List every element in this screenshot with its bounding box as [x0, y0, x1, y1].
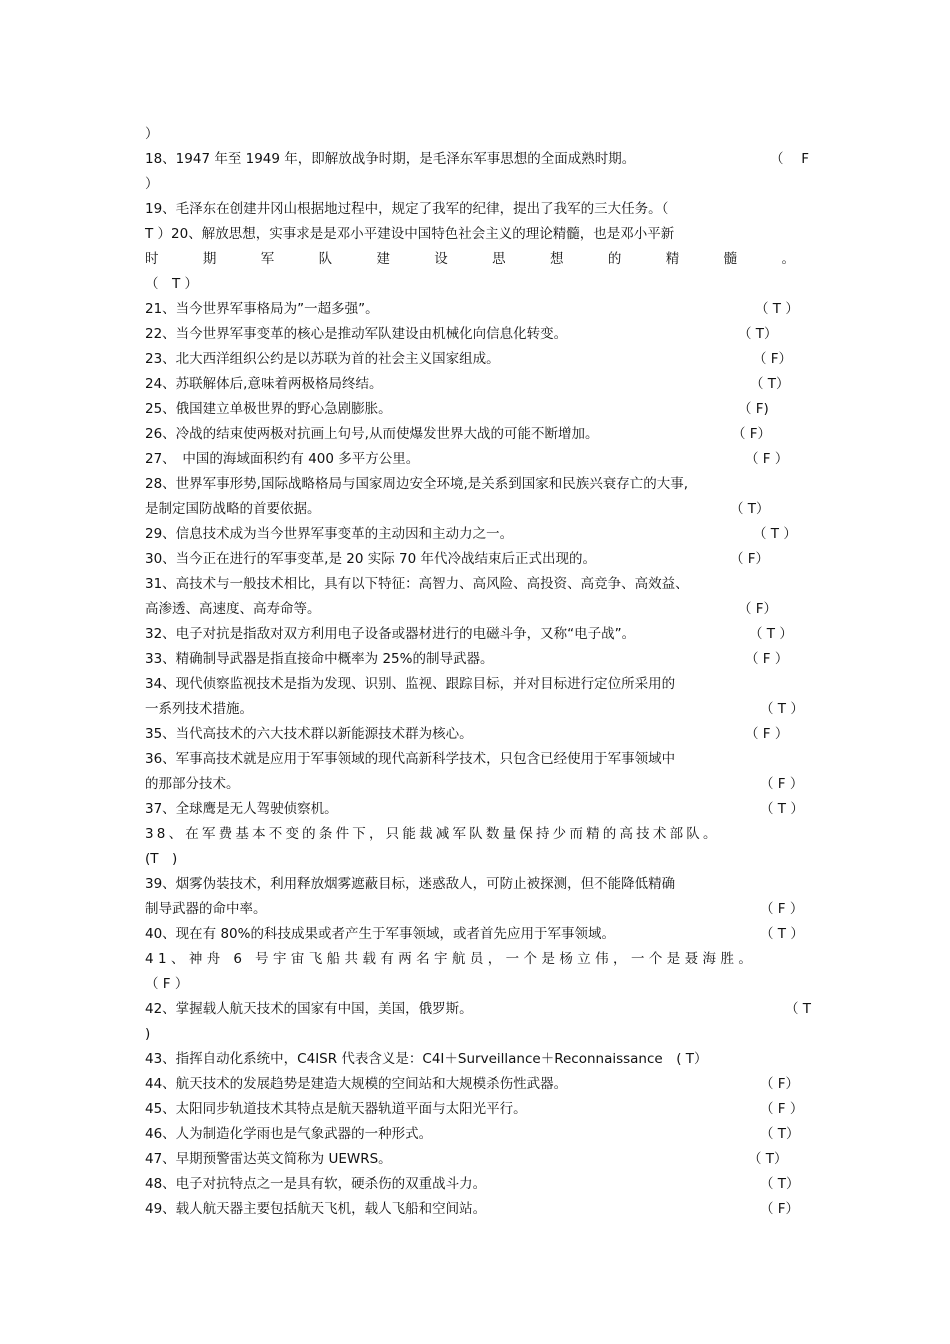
text-line	[145, 222, 810, 247]
spread-char: 队	[318, 251, 333, 267]
text-line	[145, 172, 810, 197]
text-line	[145, 572, 810, 597]
text-line	[145, 847, 810, 872]
answer-mark: （ F）	[760, 1201, 800, 1217]
text-line	[145, 472, 810, 497]
answer-mark: （ F）	[730, 551, 770, 567]
line-text: 27、 中国的海域面积约有 400 多平方公里。	[145, 451, 420, 467]
text-line	[145, 397, 810, 422]
line-text: 21、当今世界军事格局为”一超多强”。	[145, 301, 379, 317]
spread-char: 想	[550, 251, 564, 267]
line-text: 42、掌握载人航天技术的国家有中国，美国，俄罗斯。	[145, 1001, 473, 1017]
line-text: ）	[145, 176, 159, 192]
answer-mark: （ T）	[748, 1151, 788, 1167]
text-line	[145, 197, 810, 222]
text-line	[145, 347, 810, 372]
line-text: T ）20、解放思想，实事求是是邓小平建设中国特色社会主义的理论精髓，也是邓小平新	[145, 226, 675, 242]
text-line	[145, 1022, 810, 1047]
answer-mark: （ F）	[732, 426, 772, 442]
line-text: 41、神舟 6 号宇宙飞船共载有两名宇航员，一个是杨立伟，一个是聂海胜。	[145, 951, 757, 967]
text-line	[145, 272, 810, 297]
answer-mark: （ F）	[738, 601, 778, 617]
justified-line	[145, 247, 795, 272]
line-text: (T )	[145, 851, 178, 867]
question-list	[145, 122, 810, 1222]
answer-mark: （ T ）	[760, 926, 804, 942]
line-text: 38、在军费基本不变的条件下，只能裁减军队数量保持少而精的高技术部队。	[145, 826, 720, 842]
text-line	[145, 722, 810, 747]
line-text: 45、太阳同步轨道技术其特点是航天器轨道平面与太阳光平行。	[145, 1101, 527, 1117]
line-text: 28、世界军事形势,国际战略格局与国家周边安全环境,是关系到国家和民族兴衰存亡的大事,	[145, 476, 689, 492]
answer-mark: （ F）	[753, 351, 793, 367]
text-line	[145, 372, 810, 397]
answer-mark: （ T	[785, 1001, 812, 1017]
text-line	[145, 622, 810, 647]
line-text: 46、人为制造化学雨也是气象武器的一种形式。	[145, 1126, 433, 1142]
text-line	[145, 947, 810, 972]
line-text: 一系列技术措施。	[145, 701, 253, 717]
line-text: 40、现在有 80%的科技成果或者产生于军事领域，或者首先应用于军事领域。	[145, 926, 615, 942]
line-text: 18、1947 年至 1949 年，即解放战争时期，是毛泽东军事思想的全面成熟时期。	[145, 151, 636, 167]
line-text: 37、全球鹰是无人驾驶侦察机。	[145, 801, 338, 817]
line-text: 36、军事高技术就是应用于军事领域的现代高新科学技术，只包含已经使用于军事领域中	[145, 751, 676, 767]
line-text: )	[145, 1026, 151, 1042]
answer-mark: （ T）	[730, 501, 770, 517]
answer-mark: （ F ）	[745, 726, 789, 742]
spread-char: 髓	[723, 251, 738, 267]
line-text: 19、毛泽东在创建井冈山根据地过程中，规定了我军的纪律，提出了我军的三大任务。（	[145, 201, 669, 217]
answer-mark: （ T ）	[760, 701, 804, 717]
spread-char: 设	[434, 251, 448, 267]
text-line	[145, 547, 810, 572]
spread-char: 军	[260, 251, 275, 267]
line-text: （ T ）	[145, 276, 199, 292]
line-text: 35、当代高技术的六大技术群以新能源技术群为核心。	[145, 726, 473, 742]
answer-mark: （ T ）	[755, 301, 799, 317]
text-line	[145, 672, 810, 697]
line-text: 47、早期预警雷达英文简称为 UEWRS。	[145, 1151, 392, 1167]
text-line	[145, 747, 810, 772]
text-line	[145, 147, 810, 172]
spread-char: 思	[492, 251, 506, 267]
line-text: 制导武器的命中率。	[145, 901, 267, 917]
line-text: 32、电子对抗是指敌对双方利用电子设备或器材进行的电磁斗争，又称“电子战”。	[145, 626, 636, 642]
answer-mark: （ T）	[760, 1126, 800, 1142]
line-text: （ F ）	[145, 976, 189, 992]
text-line	[145, 972, 810, 997]
text-line	[145, 447, 810, 472]
line-text: 22、当今世界军事变革的核心是推动军队建设由机械化向信息化转变。	[145, 326, 568, 342]
line-text: 高渗透、高速度、高寿命等。	[145, 601, 321, 617]
answer-mark: （ T ）	[753, 526, 797, 542]
text-line	[145, 1072, 810, 1097]
answer-mark: （ T）	[760, 1176, 800, 1192]
line-text: 48、电子对抗特点之一是具有软，硬杀伤的双重战斗力。	[145, 1176, 487, 1192]
line-text: 23、北大西洋组织公约是以苏联为首的社会主义国家组成。	[145, 351, 500, 367]
text-line	[145, 797, 810, 822]
answer-mark: （ F ）	[745, 651, 789, 667]
text-line	[145, 872, 810, 897]
spread-char: 建	[376, 251, 390, 267]
text-line	[145, 772, 810, 797]
text-line	[145, 322, 810, 347]
line-text: 30、当今正在进行的军事变革,是 20 实际 70 年代冷战结束后正式出现的。	[145, 551, 596, 567]
text-line	[145, 647, 810, 672]
answer-mark: （ F)	[738, 401, 769, 417]
line-text: 是制定国防战略的首要依据。	[145, 501, 321, 517]
text-line	[145, 697, 810, 722]
text-line	[145, 122, 810, 147]
text-line	[145, 997, 810, 1022]
line-text: 31、高技术与一般技术相比，具有以下特征：高智力、高风险、高投资、高竞争、高效益、	[145, 576, 689, 592]
text-line	[145, 297, 810, 322]
line-text: 29、信息技术成为当今世界军事变革的主动因和主动力之一。	[145, 526, 514, 542]
answer-mark: （ T ）	[760, 801, 804, 817]
text-line	[145, 1097, 810, 1122]
line-text: 34、现代侦察监视技术是指为发现、识别、监视、跟踪目标，并对目标进行定位所采用的	[145, 676, 676, 692]
answer-mark: （ F ）	[745, 451, 789, 467]
text-line	[145, 1047, 810, 1072]
spread-char: 精	[665, 251, 680, 267]
answer-mark: （ F ）	[760, 1101, 804, 1117]
line-text: 44、航天技术的发展趋势是建造大规模的空间站和大规模杀伤性武器。	[145, 1076, 568, 1092]
line-text: 的那部分技术。	[145, 776, 240, 792]
answer-mark: （ F ）	[760, 901, 804, 917]
answer-mark: （ F	[770, 151, 810, 167]
text-line	[145, 922, 810, 947]
text-line	[145, 1172, 810, 1197]
line-text: 24、苏联解体后,意味着两极格局终结。	[145, 376, 383, 392]
answer-mark: （ T ）	[749, 626, 793, 642]
line-text: 25、俄国建立单极世界的野心急剧膨胀。	[145, 401, 392, 417]
text-line	[145, 1147, 810, 1172]
answer-mark: （ T）	[750, 376, 790, 392]
line-text: 26、冷战的结束使两极对抗画上句号,从而使爆发世界大战的可能不断增加。	[145, 426, 599, 442]
spread-char: 。	[781, 251, 795, 267]
text-line	[145, 897, 810, 922]
line-text: 33、精确制导武器是指直接命中概率为 25%的制导武器。	[145, 651, 494, 667]
answer-mark: （ F）	[760, 1076, 800, 1092]
answer-mark: （ F ）	[760, 776, 804, 792]
text-line	[145, 1197, 810, 1222]
text-line	[145, 822, 810, 847]
text-line	[145, 422, 810, 447]
answer-mark: （ T）	[738, 326, 778, 342]
line-text: 39、烟雾伪装技术，利用释放烟雾遮蔽目标，迷惑敌人，可防止被探测，但不能降低精确	[145, 876, 676, 892]
text-line	[145, 597, 810, 622]
line-text: 49、载人航天器主要包括航天飞机，载人飞船和空间站。	[145, 1201, 487, 1217]
line-text: 43、指挥自动化系统中，C4ISR 代表含义是：C4I＋Surveillance＋Reconnaissance ( T）	[145, 1051, 708, 1067]
spread-char: 时	[145, 251, 159, 267]
line-text: ）	[145, 126, 159, 142]
spread-char: 期	[202, 251, 217, 267]
spread-char: 的	[607, 251, 622, 267]
text-line	[145, 522, 810, 547]
text-line	[145, 497, 810, 522]
text-line	[145, 1122, 810, 1147]
